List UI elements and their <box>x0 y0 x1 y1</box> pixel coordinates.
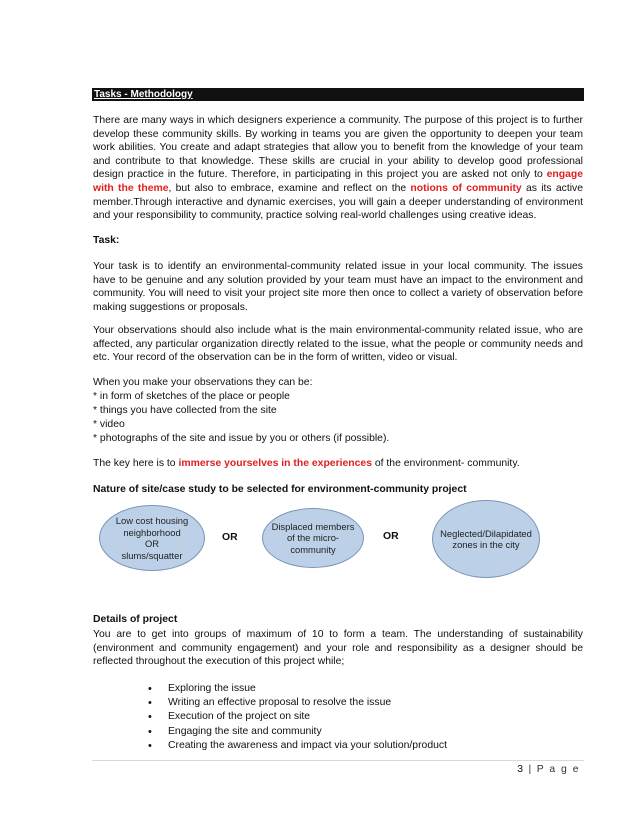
observation-item: * in form of sketches of the place or people <box>93 391 290 402</box>
highlight-notions-community: notions of community <box>410 182 522 194</box>
key-text-before: The key here is to <box>93 458 179 469</box>
section-header-tasks-methodology: Tasks - Methodology <box>92 88 584 101</box>
task-paragraph-2: Your observations should also include what is the main environmental-community related issue, who are affected, any particular organization directly related to the issue, what the people or community needs and etc. Your record of the observation can be in the form of written, video or visual. <box>93 325 583 364</box>
intro-text-2: , but also to embrace, examine and reflect on the <box>168 182 411 194</box>
list-item: • Engaging the site and community <box>148 725 447 739</box>
details-paragraph: You are to get into groups of maximum of 10 to form a team. The understanding of sustainability (environment and community engagement) and your role and responsibility as a designer should be reflected throughout the execution of this project while; <box>93 629 583 668</box>
details-bullet-list <box>148 682 447 753</box>
list-item: • Exploring the issue <box>148 682 447 696</box>
nature-heading: Nature of site/case study to be selected for environment-community project <box>93 484 467 495</box>
option-label: Displaced members of the micro- community <box>271 520 355 555</box>
key-text-after: of the environment- community. <box>371 458 520 469</box>
option-ellipse-neglected-zones <box>432 500 540 578</box>
observation-item: * things you have collected from the site <box>93 405 277 416</box>
task-heading: Task: <box>93 235 120 246</box>
list-item: • Creating the awareness and impact via your solution/product <box>148 739 447 753</box>
observation-item: * photographs of the site and issue by you or others (if possible). <box>93 433 390 444</box>
details-heading: Details of project <box>93 614 178 625</box>
or-label: OR <box>222 532 238 543</box>
page-number: 3 <box>517 764 525 775</box>
page-label: P a g e <box>536 764 580 775</box>
key-sentence <box>93 457 520 471</box>
list-item: • Writing an effective proposal to resolve the issue <box>148 696 447 710</box>
or-label: OR <box>383 531 399 542</box>
observations-intro: When you make your observations they can be: <box>93 377 313 388</box>
observation-item: * video <box>93 419 125 430</box>
footer-divider <box>92 760 584 761</box>
intro-text-3: as its active member.Through interactive and dynamic exercises, you will gain a deeper understanding of environment and your responsibility to community, practice solving real-world challenges using creative ideas. <box>93 182 583 222</box>
list-item: • Execution of the project on site <box>148 710 447 724</box>
highlight-immerse: immerse yourselves in the experiences <box>178 458 372 469</box>
footer-separator: | <box>528 764 533 775</box>
task-paragraph-1: Your task is to identify an environmental-community related issue in your local community. The issues have to be genuine and any solution provided by your team must have an impact to the environment and community. You will need to visit your project site more then once to collect a variety of observation before making suggestions or proposals. <box>93 261 583 313</box>
option-ellipse-displaced-members <box>262 508 364 568</box>
highlight-engage-theme: engage with the theme <box>93 169 583 194</box>
option-label: Neglected/Dilapidated zones in the city <box>440 527 532 550</box>
option-label: Low cost housing neighborhood OR slums/squatter <box>115 515 189 561</box>
page-footer <box>517 764 580 775</box>
option-ellipse-low-cost-housing <box>99 505 205 571</box>
intro-text-1: There are many ways in which designers experience a community. The purpose of this project is to further develop these community skills. By working in teams you are given the opportunity to deepen your team work abilities. You create and adapt strategies that allow you to benefit from the knowledge of your team and contribute to that knowledge. These skills are crucial in your ability to develop good professional design practice in the future. Therefore, in participating in this project you are asked not only to <box>93 115 583 181</box>
intro-paragraph <box>93 114 583 223</box>
